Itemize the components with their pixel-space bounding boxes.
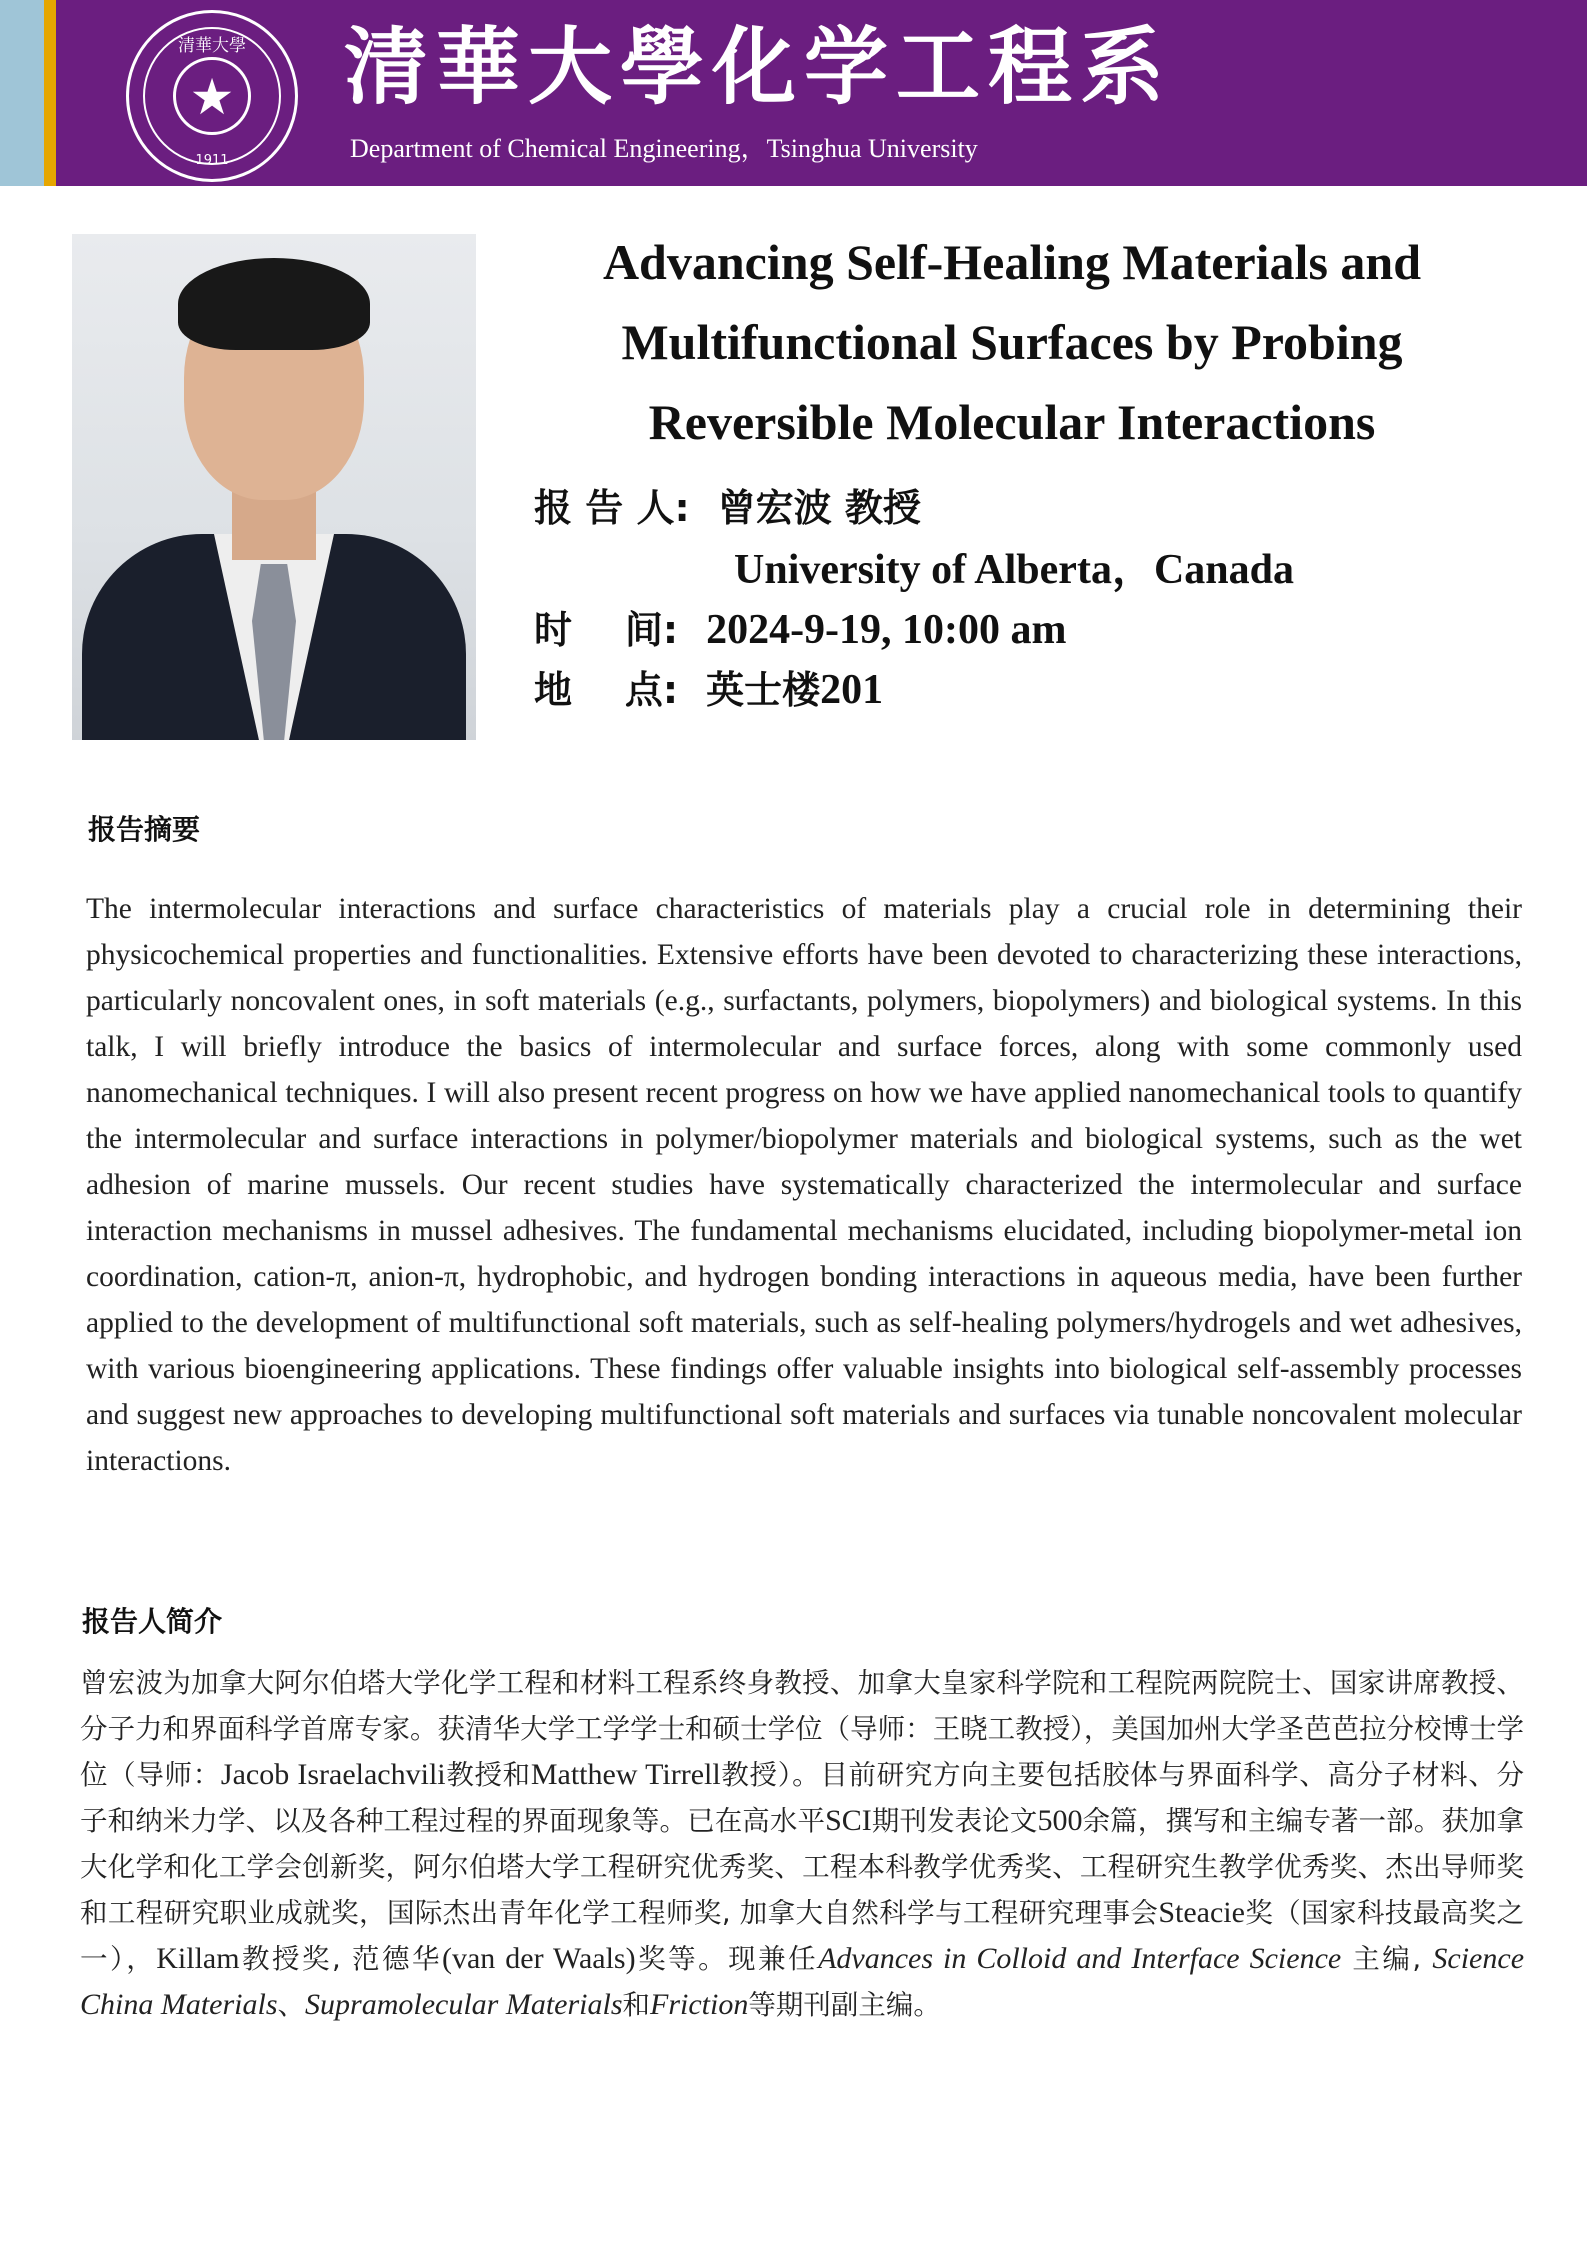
bio-heading: 报告人简介 [82, 1605, 223, 1638]
bio-van-der-waals: (van der Waals) [442, 1942, 636, 1975]
advisor-name-1: Jacob Israelachvili [220, 1758, 446, 1791]
bio-part-11: 和 [622, 1989, 650, 2021]
bio-killam: Killam [156, 1942, 240, 1975]
bio-part-3: 教授）。目前研究方向主要包括胶体与界面科学、高分子材料、分子和纳米力学、以及各种工程过程的界面现象等。已在高水平 [80, 1759, 1525, 1837]
bio-part-10: 、 [277, 1989, 306, 2021]
speaker-photo [72, 234, 476, 740]
advisor-name-2: Matthew Tirrell [530, 1758, 721, 1791]
header-gold-stripe [44, 0, 56, 186]
department-name-en: Department of Chemical Engineering，Tsinghua University [350, 134, 978, 163]
bio-part-7: 教授奖, 范德华 [239, 1943, 442, 1975]
bio-part-12: 等期刊副主编。 [748, 1989, 941, 2021]
bio-steacie: Steacie [1158, 1896, 1245, 1929]
journal-3: Supramolecular Materials [305, 1988, 623, 2021]
place-row [534, 660, 883, 720]
department-name-cn: 清華大學化学工程系 [344, 18, 1173, 116]
time-label: 时 间: [534, 608, 679, 652]
journal-4: Friction [650, 1988, 749, 2021]
bio-part-5: 余篇，撰写和主编专著一部。获加拿大化学和化工学会创新奖，阿尔伯塔大学工程研究优秀奖、工程本科教学优秀奖、工程研究生教学优秀奖、杰出导师奖和工程研究职业成就奖，国际杰出青年化学工程师奖, 加拿大自然科学与工程研究理事会 [80, 1805, 1525, 1929]
place-building: 英士楼 [706, 668, 821, 712]
bio-text [80, 1660, 1524, 2028]
abstract-text: The intermolecular interactions and surface characteristics of materials play a crucial role in determining their physicochemical properties and functionalities. Extensive efforts have been devoted to characterizing these interactions, particularly noncovalent ones, in soft materials (e.g., surfactants, polymers, biopolymers) and biological systems. In this talk, I will briefly introduce the basics of intermolecular and surface forces, along with some commonly used nanomechanical techniques. I will also present recent progress on how we have applied nanomechanical tools to quantify the intermolecular and surface interactions in polymer/biopolymer materials and biological systems, such as the wet adhesion of marine mussels. Our recent studies have systematically characterized the intermolecular and surface interaction mechanisms in mussel adhesives. The fundamental mechanisms elucidated, including biopolymer-metal ion coordination, cation-π, anion-π, hydrophobic, and hydrogen bonding interactions in aqueous media, have been further applied to the development of multifunctional soft materials, such as self-healing polymers/hydrogels and wet adhesives, with various bioengineering applications. These findings offer valuable insights into biological self-assembly processes and suggest new approaches to developing multifunctional soft materials and surfaces via tunable noncovalent molecular interactions. [86, 893, 1522, 1477]
talk-title-line-3: Reversible Molecular Interactions [648, 394, 1376, 450]
speaker-affiliation: University of Alberta，Canada [734, 547, 1294, 593]
speaker-label: 报 告 人: [534, 486, 690, 530]
speaker-name: 曾宏波 教授 [717, 486, 921, 530]
bio-part-4: 期刊发表论文 [871, 1805, 1038, 1837]
affiliation-row [734, 540, 1294, 600]
time-row [534, 600, 1067, 660]
bio-paper-count: 500 [1037, 1804, 1083, 1837]
bio-part-1: 曾宏波为加拿大阿尔伯塔大学化学工程和材料工程系终身教授、加拿大皇家科学院和工程院两院院士、国家讲席教授、分子力和界面科学首席专家。获清华大学工学学士和硕士学位（导师：王晓工教授），美国加州大学圣芭芭拉分校博士学位（导师： [80, 1667, 1524, 1791]
header-blue-stripe [0, 0, 44, 186]
place-label: 地 点: [534, 668, 679, 712]
talk-title [520, 222, 1504, 462]
bio-sci: SCI [825, 1804, 872, 1837]
bio-part-2: 教授和 [445, 1759, 531, 1791]
journal-2: Science China Materials [80, 1942, 1525, 2021]
abstract-heading: 报告摘要 [88, 813, 201, 846]
header-banner [0, 0, 1587, 186]
talk-title-line-1: Advancing Self-Healing Materials and [602, 234, 1422, 290]
bio-part-9: 主编, [1341, 1943, 1433, 1975]
talk-time: 2024-9-19, 10:00 am [706, 607, 1067, 653]
place-room: 201 [820, 667, 884, 713]
bio-part-6: 奖（国家科技最高奖之一）， [80, 1897, 1524, 1975]
speaker-row [534, 478, 921, 538]
bio-part-8: 奖等。现兼任 [635, 1943, 819, 1975]
seal-year: 1911 [195, 153, 229, 168]
university-seal-logo [126, 10, 298, 182]
journal-1: Advances in Colloid and Interface Science [818, 1942, 1342, 1975]
talk-title-line-2: Multifunctional Surfaces by Probing [621, 314, 1403, 370]
photo-hair [178, 258, 370, 350]
seal-star-icon: ★ [189, 68, 235, 126]
seal-top-text: 清華大學 [178, 36, 246, 56]
